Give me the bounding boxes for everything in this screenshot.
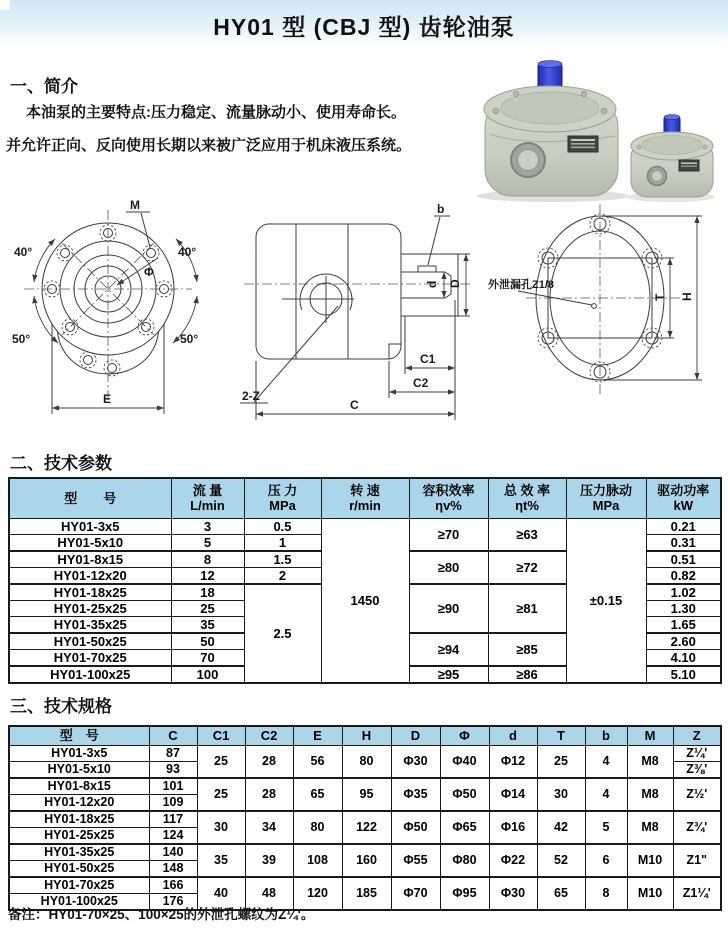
spec-t: 42 bbox=[537, 811, 585, 844]
param-model: HY01-35x25 bbox=[9, 616, 171, 633]
spec-dbig: Φ50 bbox=[391, 811, 440, 844]
spec-z: Z½' bbox=[673, 778, 721, 811]
spec-m: M10 bbox=[627, 844, 673, 877]
dim-label-phi: Φ bbox=[144, 265, 154, 279]
col-header-t: T bbox=[537, 726, 585, 746]
spec-t: 65 bbox=[537, 877, 585, 910]
param-power: 0.21 bbox=[646, 518, 721, 534]
col-header-pulse bbox=[566, 478, 646, 518]
flange-bolt bbox=[513, 91, 518, 96]
spec-b: 5 bbox=[585, 811, 627, 844]
header-unit: MPa bbox=[269, 498, 296, 514]
leak-hole bbox=[592, 304, 597, 309]
param-pulse: ±0.15 bbox=[566, 518, 646, 683]
page-title: HY01 型 (CBJ 型) 齿轮油泵 bbox=[213, 14, 515, 40]
product-photo bbox=[468, 56, 720, 206]
spec-z: Z1" bbox=[673, 844, 721, 877]
param-vol-eff: ≥90 bbox=[409, 584, 488, 633]
specs-heading: 三、技术规格 bbox=[10, 697, 112, 716]
param-model: HY01-70x25 bbox=[9, 649, 171, 666]
port-bore bbox=[518, 150, 539, 171]
param-power: 5.10 bbox=[646, 666, 721, 683]
param-tot-eff: ≥81 bbox=[488, 584, 566, 633]
spec-c: 93 bbox=[149, 762, 197, 779]
spec-model: HY01-18x25 bbox=[9, 811, 149, 828]
param-flow: 5 bbox=[171, 534, 244, 551]
col-header-model bbox=[9, 478, 171, 518]
spec-model: HY01-70x25 bbox=[9, 877, 149, 894]
param-power: 0.51 bbox=[646, 551, 721, 568]
param-power: 1.65 bbox=[646, 616, 721, 633]
spec-m: M8 bbox=[627, 811, 673, 844]
nameplate-line bbox=[571, 147, 595, 149]
dim-label-e: E bbox=[103, 392, 112, 406]
param-flow: 18 bbox=[171, 584, 244, 601]
table-row bbox=[9, 778, 721, 795]
col-header-tot-eff bbox=[488, 478, 566, 518]
dim-label-c2: C2 bbox=[413, 376, 429, 390]
spec-model: HY01-100x25 bbox=[9, 894, 149, 911]
spec-t: 52 bbox=[537, 844, 585, 877]
spec-d: Φ16 bbox=[489, 811, 537, 844]
param-vol-eff: ≥70 bbox=[409, 518, 488, 551]
spec-model: HY01-35x25 bbox=[9, 844, 149, 861]
param-power: 2.60 bbox=[646, 633, 721, 650]
param-flow: 3 bbox=[171, 518, 244, 534]
header-label: 容积效率 bbox=[422, 483, 475, 499]
dim-label-40-right: 40° bbox=[178, 245, 197, 259]
param-vol-eff: ≥80 bbox=[409, 551, 488, 584]
col-header-b: b bbox=[585, 726, 627, 746]
spec-model: HY01-50x25 bbox=[9, 861, 149, 878]
key-slot bbox=[418, 266, 436, 272]
header-label: 压力脉动 bbox=[579, 483, 632, 499]
param-power: 0.82 bbox=[646, 567, 721, 584]
col-header-c: C bbox=[149, 726, 197, 746]
flange-bolt bbox=[637, 145, 641, 149]
param-tot-eff: ≥86 bbox=[488, 666, 566, 683]
col-header-phi: Φ bbox=[440, 726, 489, 746]
col-header-flow bbox=[171, 478, 244, 518]
param-tot-eff: ≥85 bbox=[488, 633, 566, 666]
param-vol-eff: ≥94 bbox=[409, 633, 488, 666]
header-unit: MPa bbox=[592, 498, 620, 514]
port-bore bbox=[652, 171, 663, 182]
gear-pump-large bbox=[484, 61, 618, 197]
intro-line-1: 本油泵的主要特点:压力稳定、流量脉动小、使用寿命长。 bbox=[26, 104, 406, 121]
spec-c: 117 bbox=[149, 811, 197, 828]
spec-model: HY01-8x15 bbox=[9, 778, 149, 795]
spec-e: 65 bbox=[293, 778, 342, 811]
spec-m: M8 bbox=[627, 746, 673, 779]
spec-phi: Φ65 bbox=[440, 811, 489, 844]
spec-c: 176 bbox=[149, 894, 197, 911]
spec-model: HY01-3x5 bbox=[9, 746, 149, 762]
table-row bbox=[9, 844, 721, 861]
param-model: HY01-18x25 bbox=[9, 584, 171, 601]
spec-h: 122 bbox=[342, 811, 391, 844]
spec-d: Φ22 bbox=[489, 844, 537, 877]
spec-dbig: Φ70 bbox=[391, 877, 440, 910]
spec-e: 120 bbox=[293, 877, 342, 910]
param-model: HY01-8x15 bbox=[9, 551, 171, 568]
spec-z: Z¼' bbox=[673, 746, 721, 762]
dim-label-d: d bbox=[425, 280, 439, 288]
param-vol-eff: ≥95 bbox=[409, 666, 488, 683]
dim-label-c: C bbox=[350, 398, 359, 412]
footnote: 备注：HY01-70×25、100×25的外泄孔螺纹为Z¼'。 bbox=[8, 907, 315, 922]
side-view-drawing bbox=[238, 196, 478, 428]
header-unit: kW bbox=[673, 498, 693, 514]
specs-table bbox=[8, 725, 722, 911]
flange-bolt bbox=[581, 91, 586, 96]
spec-b: 6 bbox=[585, 844, 627, 877]
header-label: 型 号 bbox=[64, 490, 117, 506]
param-press: 1 bbox=[244, 534, 321, 551]
dim-label-h: H bbox=[680, 292, 694, 301]
spec-dbig: Φ35 bbox=[391, 778, 440, 811]
cap-top bbox=[664, 115, 680, 120]
table-row bbox=[9, 877, 721, 894]
table-row bbox=[9, 746, 721, 762]
param-flow: 8 bbox=[171, 551, 244, 568]
col-header-pressure bbox=[244, 478, 321, 518]
spec-h: 95 bbox=[342, 778, 391, 811]
intro-heading: 一、简介 bbox=[10, 77, 78, 96]
col-header-h: H bbox=[342, 726, 391, 746]
spec-z: Z1¼' bbox=[673, 877, 721, 910]
angle-arc-50-left bbox=[34, 296, 58, 343]
col-header-m: M bbox=[627, 726, 673, 746]
dim-label-50-right: 50° bbox=[180, 332, 199, 346]
dim-label-40-left: 40° bbox=[14, 245, 33, 259]
dim-label-t: T bbox=[653, 293, 667, 301]
spec-b: 4 bbox=[585, 778, 627, 811]
flange-bolt bbox=[703, 145, 707, 149]
nameplate-line bbox=[681, 166, 697, 167]
spec-dbig: Φ55 bbox=[391, 844, 440, 877]
param-press: 1.5 bbox=[244, 551, 321, 568]
header-label: 总 效 率 bbox=[503, 483, 551, 499]
spec-c1: 25 bbox=[197, 778, 245, 811]
spec-t: 30 bbox=[537, 778, 585, 811]
spec-c: 148 bbox=[149, 861, 197, 878]
param-press: 2.5 bbox=[244, 584, 321, 683]
param-flow: 25 bbox=[171, 600, 244, 616]
spec-d: Φ14 bbox=[489, 778, 537, 811]
col-header-c1: C1 bbox=[197, 726, 245, 746]
param-model: HY01-50x25 bbox=[9, 633, 171, 650]
param-flow: 12 bbox=[171, 567, 244, 584]
spec-c2: 39 bbox=[245, 844, 293, 877]
param-flow: 70 bbox=[171, 649, 244, 666]
cap-top bbox=[538, 61, 562, 68]
spec-c: 109 bbox=[149, 795, 197, 812]
param-flow: 100 bbox=[171, 666, 244, 683]
dim-label-2z: 2-Z bbox=[242, 389, 260, 403]
flange-bolt bbox=[601, 108, 607, 114]
dim-label-b: b bbox=[437, 202, 445, 216]
header-label: 流 量 bbox=[192, 483, 223, 499]
spec-t: 25 bbox=[537, 746, 585, 779]
spec-b: 8 bbox=[585, 877, 627, 910]
col-header-c2: C2 bbox=[245, 726, 293, 746]
dim-label-c1: C1 bbox=[420, 352, 436, 366]
param-speed: 1450 bbox=[321, 518, 409, 683]
spec-c: 140 bbox=[149, 844, 197, 861]
spec-z: Z¾' bbox=[673, 811, 721, 844]
spec-c1: 25 bbox=[197, 746, 245, 779]
spec-b: 4 bbox=[585, 746, 627, 779]
params-header-row bbox=[9, 478, 721, 518]
param-model: HY01-100x25 bbox=[9, 666, 171, 683]
param-tot-eff: ≥72 bbox=[488, 551, 566, 584]
col-header-power bbox=[646, 478, 721, 518]
spec-d: Φ12 bbox=[489, 746, 537, 779]
spec-c2: 34 bbox=[245, 811, 293, 844]
spec-model: HY01-5x10 bbox=[9, 762, 149, 779]
spec-phi: Φ40 bbox=[440, 746, 489, 779]
header-label: 压 力 bbox=[267, 483, 298, 499]
header-unit: r/min bbox=[349, 498, 381, 514]
spec-e: 56 bbox=[293, 746, 342, 779]
spec-c2: 28 bbox=[245, 746, 293, 779]
spec-c: 124 bbox=[149, 828, 197, 845]
table-row bbox=[9, 518, 721, 534]
param-flow: 50 bbox=[171, 633, 244, 650]
spec-model: HY01-12x20 bbox=[9, 795, 149, 812]
param-flow: 35 bbox=[171, 616, 244, 633]
spec-c: 101 bbox=[149, 778, 197, 795]
spec-e: 108 bbox=[293, 844, 342, 877]
rear-view-drawing bbox=[488, 196, 723, 428]
flange-inner bbox=[642, 136, 702, 155]
spec-h: 185 bbox=[342, 877, 391, 910]
header-label: 转 速 bbox=[350, 483, 380, 499]
spec-c: 87 bbox=[149, 746, 197, 762]
param-press: 0.5 bbox=[244, 518, 321, 534]
angle-arc-40-left bbox=[34, 239, 55, 282]
spec-c2: 48 bbox=[245, 877, 293, 910]
dim-label-50-left: 50° bbox=[12, 332, 31, 346]
col-header-speed bbox=[321, 478, 409, 518]
spec-phi: Φ80 bbox=[440, 844, 489, 877]
param-power: 1.30 bbox=[646, 600, 721, 616]
leak-label: 外泄漏孔Z1/8 bbox=[488, 279, 555, 291]
nameplate-line bbox=[681, 163, 697, 165]
param-tot-eff: ≥63 bbox=[488, 518, 566, 551]
param-power: 4.10 bbox=[646, 649, 721, 666]
spec-m: M10 bbox=[627, 877, 673, 910]
col-header-e: E bbox=[293, 726, 342, 746]
param-power: 1.02 bbox=[646, 584, 721, 601]
dim-label-dbig: D bbox=[448, 279, 462, 288]
spec-c1: 30 bbox=[197, 811, 245, 844]
spec-z: Z⅜' bbox=[673, 762, 721, 779]
nameplate-line bbox=[571, 139, 595, 141]
params-table bbox=[8, 477, 722, 684]
gear-pump-small bbox=[631, 115, 713, 198]
m-leader bbox=[141, 213, 150, 247]
header-unit: ηv% bbox=[435, 498, 462, 514]
header-unit: L/min bbox=[190, 498, 225, 514]
param-model: HY01-5x10 bbox=[9, 534, 171, 551]
intro-line-2: 并允许正向、反向使用长期以来被广泛应用于机床液压系统。 bbox=[6, 137, 412, 154]
spec-model: HY01-25x25 bbox=[9, 828, 149, 845]
spec-c: 166 bbox=[149, 877, 197, 894]
col-header-dbig: D bbox=[391, 726, 440, 746]
param-model: HY01-3x5 bbox=[9, 518, 171, 534]
params-heading: 二、技术参数 bbox=[10, 454, 112, 473]
spec-phi: Φ95 bbox=[440, 877, 489, 910]
spec-e: 80 bbox=[293, 811, 342, 844]
col-header-model: 型 号 bbox=[9, 726, 149, 746]
spec-h: 80 bbox=[342, 746, 391, 779]
body-outline bbox=[256, 224, 401, 359]
flange-bolt bbox=[493, 108, 499, 114]
header-unit: ηt% bbox=[515, 498, 539, 514]
spec-c1: 40 bbox=[197, 877, 245, 910]
spec-dbig: Φ30 bbox=[391, 746, 440, 779]
b-leader bbox=[428, 217, 440, 265]
table-row bbox=[9, 811, 721, 828]
specs-header-row bbox=[9, 726, 721, 746]
col-header-z: Z bbox=[673, 726, 721, 746]
front-view-drawing bbox=[8, 196, 223, 428]
param-model: HY01-25x25 bbox=[9, 600, 171, 616]
col-header-vol-eff bbox=[409, 478, 488, 518]
spec-m: M8 bbox=[627, 778, 673, 811]
param-model: HY01-12x20 bbox=[9, 567, 171, 584]
param-power: 0.31 bbox=[646, 534, 721, 551]
spec-phi: Φ50 bbox=[440, 778, 489, 811]
spec-h: 160 bbox=[342, 844, 391, 877]
spec-c1: 35 bbox=[197, 844, 245, 877]
spec-d: Φ30 bbox=[489, 877, 537, 910]
param-press: 2 bbox=[244, 567, 321, 584]
spec-c2: 28 bbox=[245, 778, 293, 811]
header-label: 驱动功率 bbox=[657, 483, 710, 499]
dim-label-m: M bbox=[130, 198, 140, 212]
nameplate-line bbox=[571, 143, 595, 145]
col-header-d: d bbox=[489, 726, 537, 746]
